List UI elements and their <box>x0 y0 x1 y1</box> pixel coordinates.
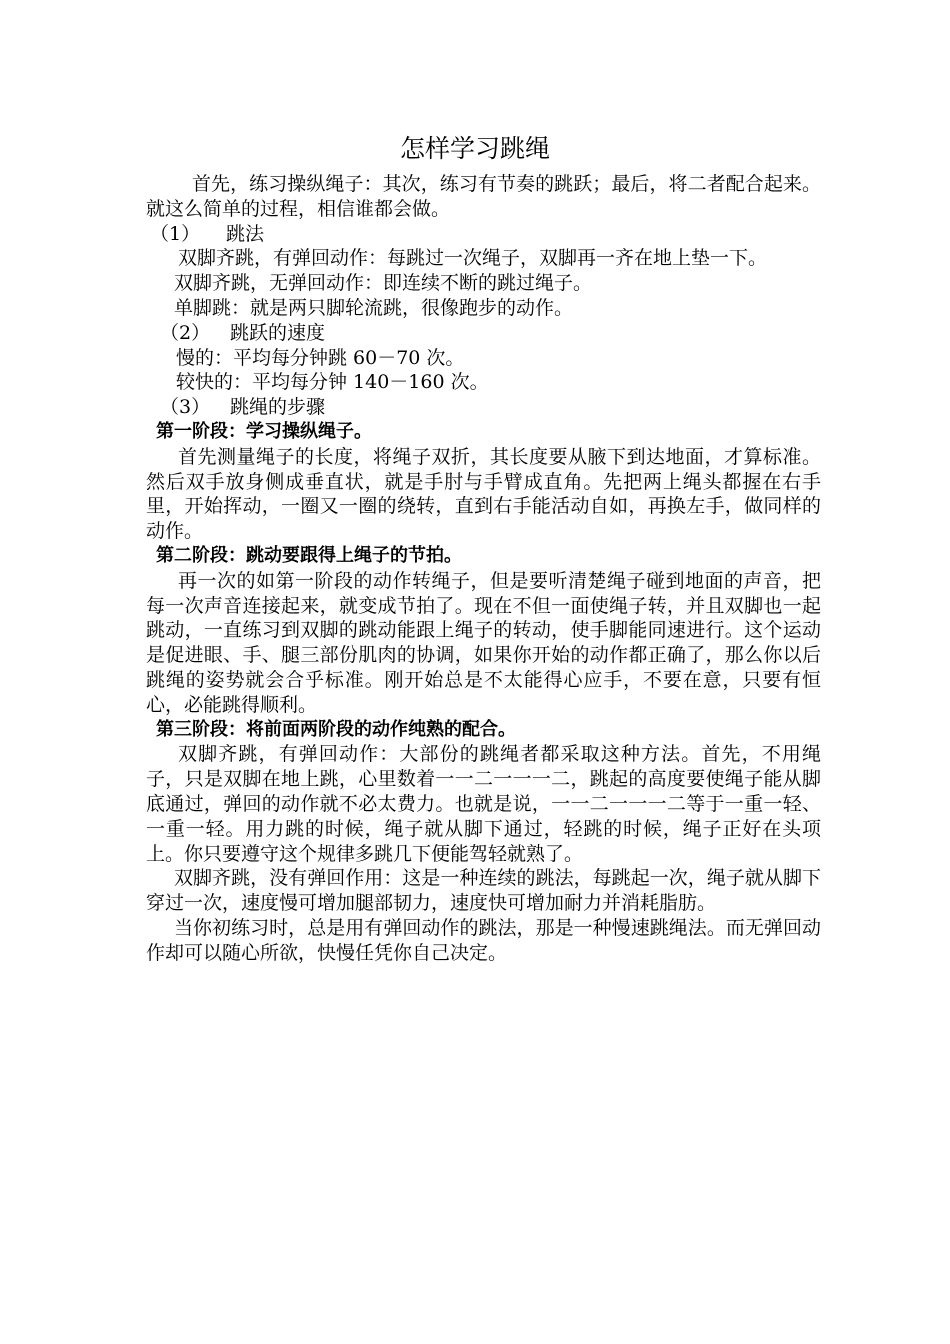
list-item: 双脚齐跳，无弹回动作：即连续不断的跳过绳子。 <box>174 272 593 295</box>
stage-heading-2: 第二阶段：跳动要跟得上绳子的节拍。 <box>156 544 462 566</box>
list-item: 单脚跳：就是两只脚轮流跳，很像跑步的动作。 <box>174 296 574 319</box>
section-label: 跳跃的速度 <box>230 321 326 344</box>
stage-paragraph: 再一次的如第一阶段的动作转绳子，但是要听清楚绳子碰到地面的声音，把每一次声音连接起来，就变成节拍了。现在不但一面使绳子转，并且双脚也一起跳动，一直练习到双脚的跳动能跟上绳子的转动，使手脚能同速进行。这个运动是促进眼、手、腿三部份肌肉的协调，如果你开始的动作都正确了，那么你以后跳绳的姿势就会合乎标准。刚开始总是不太能得心应手，不要在意，只要有恒心，必能跳得顺利。 <box>146 569 821 716</box>
stage-heading-1: 第一阶段：学习操纵绳子。 <box>156 420 372 442</box>
list-item: 慢的：平均每分钟跳 60－70 次。 <box>176 346 465 369</box>
stage-paragraph: 首先测量绳子的长度，将绳子双折，其长度要从腋下到达地面，才算标准。然后双手放身侧成垂直状，就是手肘与手臂成直角。先把两上绳头都握在右手里，开始挥动，一圈又一圈的绕转，直到右手能活动自如，再换左手，做同样的动作。 <box>146 445 821 543</box>
stage-paragraph: 当你初练习时，总是用有弹回动作的跳法，那是一种慢速跳绳法。而无弹回动作却可以随心所欲，快慢任凭你自己决定。 <box>146 916 821 964</box>
section-number: （3） <box>160 396 211 419</box>
document-title: 怎样学习跳绳 <box>399 134 550 163</box>
stage-paragraph: 双脚齐跳，没有弹回作用：这是一种连续的跳法，每跳起一次，绳子就从脚下穿过一次，速度慢可增加腿部韧力，速度快可增加耐力并消耗脂肪。 <box>146 867 821 915</box>
section-label: 跳法 <box>226 222 265 245</box>
list-item: 双脚齐跳，有弹回动作：每跳过一次绳子，双脚再一齐在地上垫一下。 <box>178 247 768 270</box>
document-body <box>146 172 821 966</box>
section-number: （1） <box>150 222 201 245</box>
stage-heading-3: 第三阶段：将前面两阶段的动作纯熟的配合。 <box>156 718 516 740</box>
section-heading-2 <box>146 321 821 346</box>
list-item: 较快的：平均每分钟 140－160 次。 <box>176 371 489 394</box>
section-label: 跳绳的步骤 <box>230 396 326 419</box>
section-heading-3 <box>146 395 821 420</box>
intro-paragraph: 首先，练习操纵绳子：其次，练习有节奏的跳跃；最后，将二者配合起来。就这么简单的过程，相信谁都会做。 <box>146 173 821 220</box>
stage-paragraph: 双脚齐跳，有弹回动作：大部份的跳绳者都采取这种方法。首先，不用绳子，只是双脚在地上跳，心里数着一一二一一一二，跳起的高度要使绳子能从脚底通过，弹回的动作就不必太费力。也就是说，一一二一一一二等于一重一轻、一重一轻。用力跳的时候，绳子就从脚下通过，轻跳的时候，绳子正好在头项上。你只要遵守这个规律多跳几下便能驾轻就熟了。 <box>146 743 821 865</box>
section-heading-1 <box>146 222 821 247</box>
section-number: （2） <box>160 321 211 344</box>
